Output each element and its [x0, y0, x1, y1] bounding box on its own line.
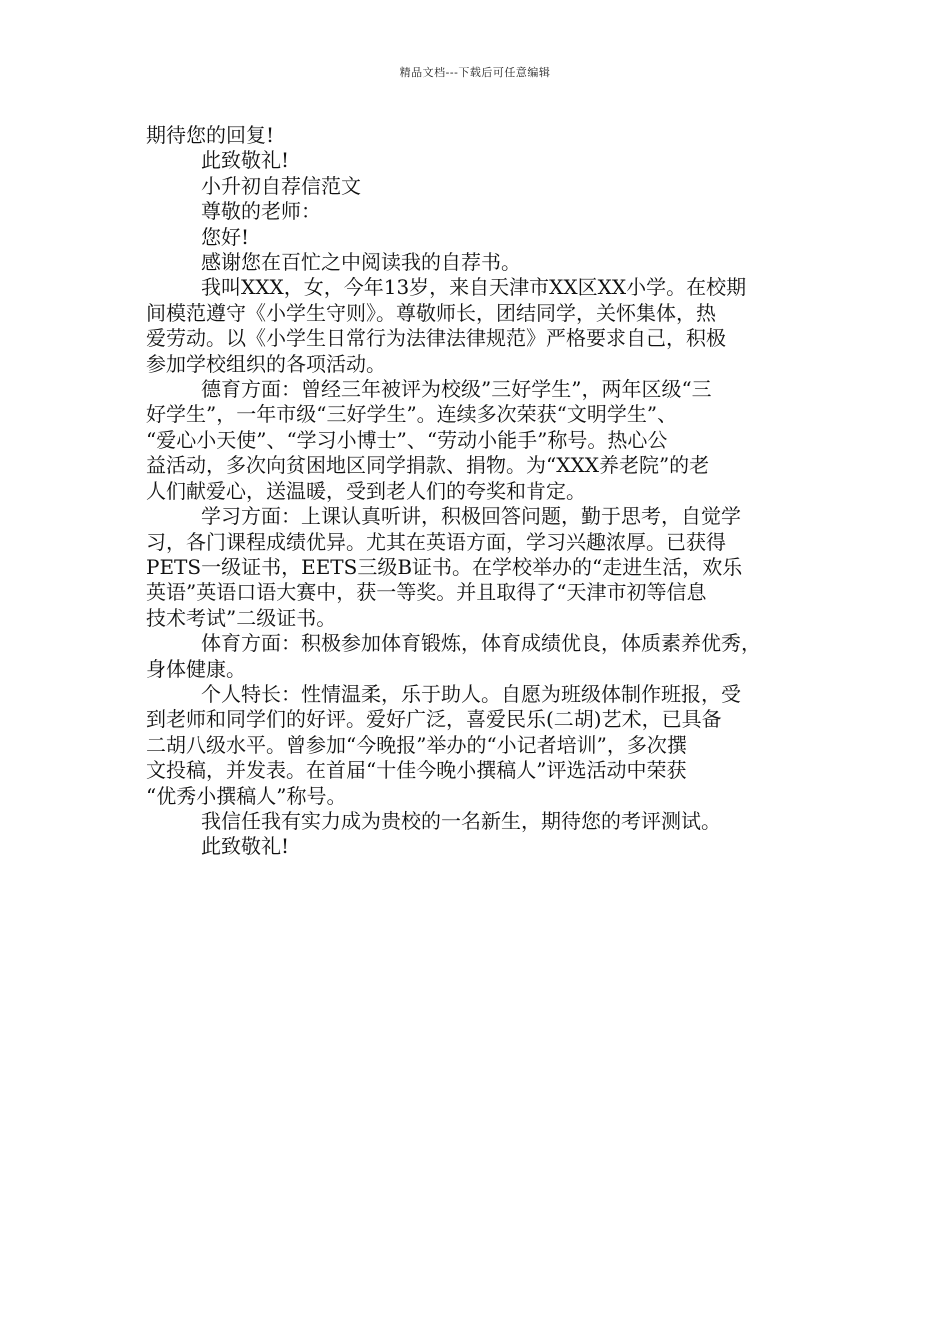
paragraph: [146, 174, 810, 199]
text-line: 人们献爱心，送温暖，受到老人们的夸奖和肯定。: [146, 478, 586, 503]
paragraph: [146, 631, 810, 682]
text-line: 习，各门课程成绩优异。尤其在英语方面，学习兴趣浓厚。已获得: [146, 529, 726, 554]
paragraph: [146, 199, 810, 224]
text-line: 好学生”，一年市级“三好学生”。连续多次荣获“文明学生”、: [146, 402, 678, 427]
text-line: 期待您的回复!: [146, 123, 275, 147]
paragraph: [146, 123, 810, 148]
paragraph: [146, 682, 810, 809]
text-line: 我叫XXX，女，今年13岁，来自天津市XX区XX小学。在校期: [201, 275, 747, 300]
text-line: 英语”英语口语大赛中，获一等奖。并且取得了“天津市初等信息: [146, 580, 707, 605]
text-line: 体育方面：积极参加体育锻炼，体育成绩优良，体质素养优秀，: [201, 631, 761, 656]
text-line: 此致敬礼!: [201, 834, 290, 859]
text-line: 二胡八级水平。曾参加“今晚报”举办的“小记者培训”，多次撰: [146, 732, 687, 757]
document-body: [146, 123, 810, 860]
paragraph: [146, 834, 810, 859]
text-line: 身体健康。: [146, 656, 246, 681]
paragraph: [146, 809, 810, 834]
text-line: 参加学校组织的各项活动。: [146, 351, 386, 376]
text-line: 技术考试”二级证书。: [146, 605, 337, 630]
text-line: 间模范遵守《小学生守则》。尊敬师长，团结同学，关怀集体，热: [146, 300, 716, 325]
text-line: “优秀小撰稿人”称号。: [146, 783, 347, 808]
paragraph: [146, 148, 810, 173]
text-line: 您好!: [201, 224, 250, 249]
text-line: 德育方面：曾经三年被评为校级”三好学生”，两年区级“三: [201, 377, 712, 402]
text-line: 此致敬礼!: [201, 148, 290, 173]
text-line: 尊敬的老师：: [201, 199, 321, 224]
text-line: 个人特长：性情温柔，乐于助人。自愿为班级体制作班报，受: [201, 681, 741, 706]
text-line: 文投稿，并发表。在首届“十佳今晚小撰稿人”评选活动中荣获: [146, 758, 687, 783]
text-line: 爱劳动。以《小学生日常行为法律法律规范》严格要求自己，积极: [146, 326, 726, 351]
paragraph: [146, 504, 810, 631]
text-line: 感谢您在百忙之中阅读我的自荐书。: [201, 250, 521, 275]
text-line: 我信任我有实力成为贵校的一名新生，期待您的考评测试。: [201, 808, 721, 833]
text-line: 益活动，多次向贫困地区同学捐款、捐物。为“XXX养老院”的老: [146, 453, 710, 478]
text-line: “爱心小天使”、“学习小博士”、“劳动小能手”称号。热心公: [146, 427, 668, 452]
page-header: 精品文档---下载后可任意编辑: [399, 66, 551, 79]
paragraph: [146, 275, 810, 377]
paragraph: [146, 377, 810, 504]
text-line: 到老师和同学们的好评。爱好广泛，喜爱民乐(二胡)艺术，已具备: [146, 707, 722, 732]
paragraph: [146, 225, 810, 250]
text-line: 学习方面：上课认真听讲，积极回答问题，勤于思考，自觉学: [201, 504, 741, 529]
text-line: PETS一级证书，EETS三级B证书。在学校举办的“走进生活，欢乐: [146, 554, 743, 579]
paragraph: [146, 250, 810, 275]
text-line: 小升初自荐信范文: [201, 173, 361, 198]
